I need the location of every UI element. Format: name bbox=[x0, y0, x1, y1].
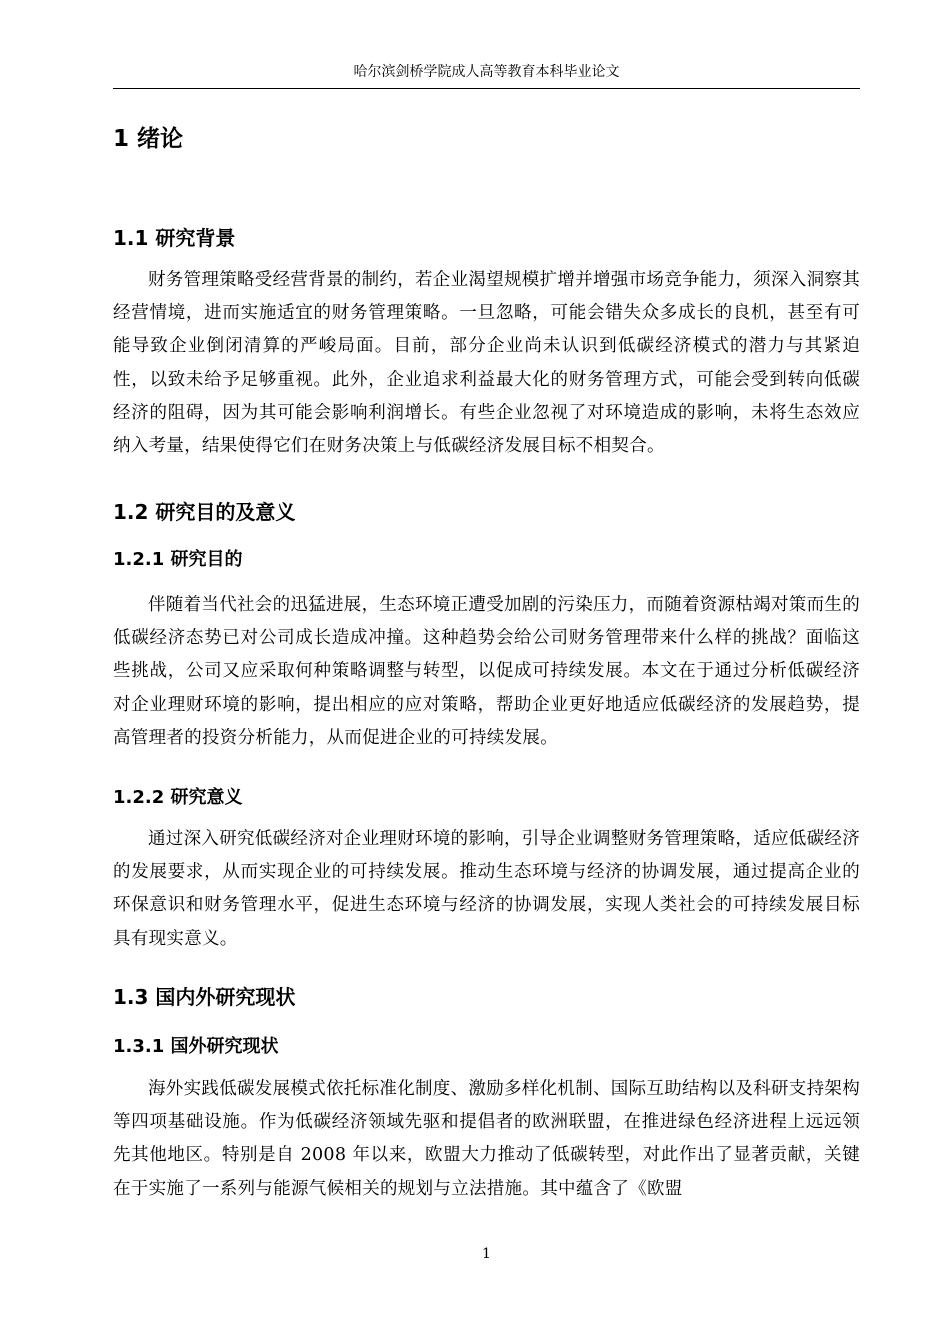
section-heading-1-2: 1.2 研究目的及意义 bbox=[113, 500, 296, 524]
paragraph-foreign-research: 海外实践低碳发展模式依托标准化制度、激励多样化机制、国际互助结构以及科研支持架构等四项基础设施。作为低碳经济领域先驱和提倡者的欧洲联盟，在推进绿色经济进程上远远领先其他地区。特别是自 2008 年以来，欧盟大力推动了低碳转型，对此作出了显著贡献，关键在于实施了一系列与能源气候相关的规划与立法措施。其中蕴含了《欧盟 bbox=[113, 1079, 860, 1199]
section-heading-1-1: 1.1 研究背景 bbox=[113, 226, 236, 250]
paragraph-research-purpose: 伴随着当代社会的迅猛进展，生态环境正遭受加剧的污染压力，而随着资源枯竭对策而生的低碳经济态势已对公司成长造成冲撞。这种趋势会给公司财务管理带来什么样的挑战？面临这些挑战，公司又应采取何种策略调整与转型，以促成可持续发展。本文在于通过分析低碳经济对企业理财环境的影响，提出相应的应对策略，帮助企业更好地适应低碳经济的发展趋势，提高管理者的投资分析能力，从而促进企业的可持续发展。 bbox=[113, 595, 860, 748]
section-heading-1-3: 1.3 国内外研究现状 bbox=[113, 985, 296, 1009]
subsection-heading-1-2-2: 1.2.2 研究意义 bbox=[113, 787, 243, 808]
page-number: 1 bbox=[482, 1246, 491, 1262]
header-rule bbox=[113, 88, 860, 89]
chapter-title: 1 绪论 bbox=[113, 126, 184, 152]
subsection-heading-1-3-1: 1.3.1 国外研究现状 bbox=[113, 1036, 279, 1057]
paragraph-research-background: 财务管理策略受经营背景的制约，若企业渴望规模扩增并增强市场竞争能力，须深入洞察其经营情境，进而实施适宜的财务管理策略。一旦忽略，可能会错失众多成长的良机，甚至有可能导致企业倒闭清算的严峻局面。目前，部分企业尚未认识到低碳经济模式的潜力与其紧迫性，以致未给予足够重视。此外，企业追求利益最大化的财务管理方式，可能会受到转向低碳经济的阻碍，因为其可能会影响利润增长。有些企业忽视了对环境造成的影响，未将生态效应纳入考量，结果使得它们在财务决策上与低碳经济发展目标不相契合。 bbox=[113, 270, 860, 457]
running-header: 哈尔滨剑桥学院成人高等教育本科毕业论文 bbox=[353, 64, 620, 80]
paragraph-research-significance: 通过深入研究低碳经济对企业理财环境的影响，引导企业调整财务管理策略，适应低碳经济的发展要求，从而实现企业的可持续发展。推动生态环境与经济的协调发展，通过提高企业的环保意识和财务管理水平，促进生态环境与经济的协调发展，实现人类社会的可持续发展目标具有现实意义。 bbox=[113, 829, 860, 949]
subsection-heading-1-2-1: 1.2.1 研究目的 bbox=[113, 549, 243, 570]
